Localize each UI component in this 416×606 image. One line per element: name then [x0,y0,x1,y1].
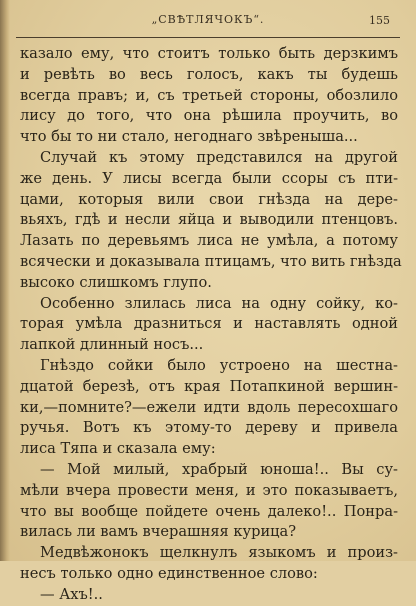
text-line: ручья. Вотъ къ этому-то дереву и привела [20,419,398,437]
text-line: цами, которыя вили свои гнѣзда на дере- [20,190,398,208]
text-line: вилась ли вамъ вчерашняя курица? [20,523,297,541]
text-line: несъ только одно единственное слово: [20,564,318,582]
text-line: лису до того, что она рѣшила проучить, во [20,107,398,125]
text-line: всегда правъ; и, съ третьей стороны, обозлило [20,86,398,104]
paragraph-start-line: Случай къ этому представился на другой [40,148,398,166]
text-line: что вы вообще пойдете очень далеко!.. Понра- [20,502,398,520]
text-line: лиса Тяпа и сказала ему: [20,440,216,458]
running-title: „СВѢТЛЯЧОКЪ“. [151,13,265,26]
paragraph-start-line: Особенно злилась лиса на одну сойку, ко- [40,294,398,312]
paragraph-start-line: — Ахъ!.. [40,585,103,603]
header-rule [16,37,400,38]
page-header [0,13,416,31]
text-line: всячески и доказывала птицамъ, что вить гнѣзда [20,252,402,270]
text-line: высоко слишкомъ глупо. [20,273,212,291]
text-line: торая умѣла дразниться и наставлять одной [20,315,398,333]
text-line: дцатой березѣ, отъ края Потапкиной вершин- [20,377,398,395]
page-spine-shadow [0,0,10,561]
text-line: вьяхъ, гдѣ и несли яйца и выводили птенцовъ. [20,211,398,229]
paragraph-start-line: Медвѣжонокъ щелкнулъ языкомъ и произ- [40,544,398,562]
text-line: Лазать по деревьямъ лиса не умѣла, а потому [20,232,398,250]
text-line: казало ему, что стоитъ только быть дерзкимъ [20,45,398,62]
text-line: ки,—помните?—ежели идти вдоль пересохшаго [20,398,398,416]
text-line: лапкой длинный носъ... [20,336,204,354]
text-line: что бы то ни стало, негоднаго звѣренышa... [20,128,358,146]
text-line: и ревѣть во весь голосъ, какъ ты будешь [20,65,398,83]
paragraph-start-line: Гнѣздо сойки было устроено на шестна- [40,356,398,374]
text-line: же день. У лисы всегда были ссоры съ пти- [20,169,398,187]
page-number: 155 [369,14,390,27]
body-text [20,44,402,606]
text-line: мѣли вчера провести меня, и это показываетъ, [20,481,398,499]
paragraph-start-line: — Мой милый, храбрый юноша!.. Вы су- [40,460,398,478]
